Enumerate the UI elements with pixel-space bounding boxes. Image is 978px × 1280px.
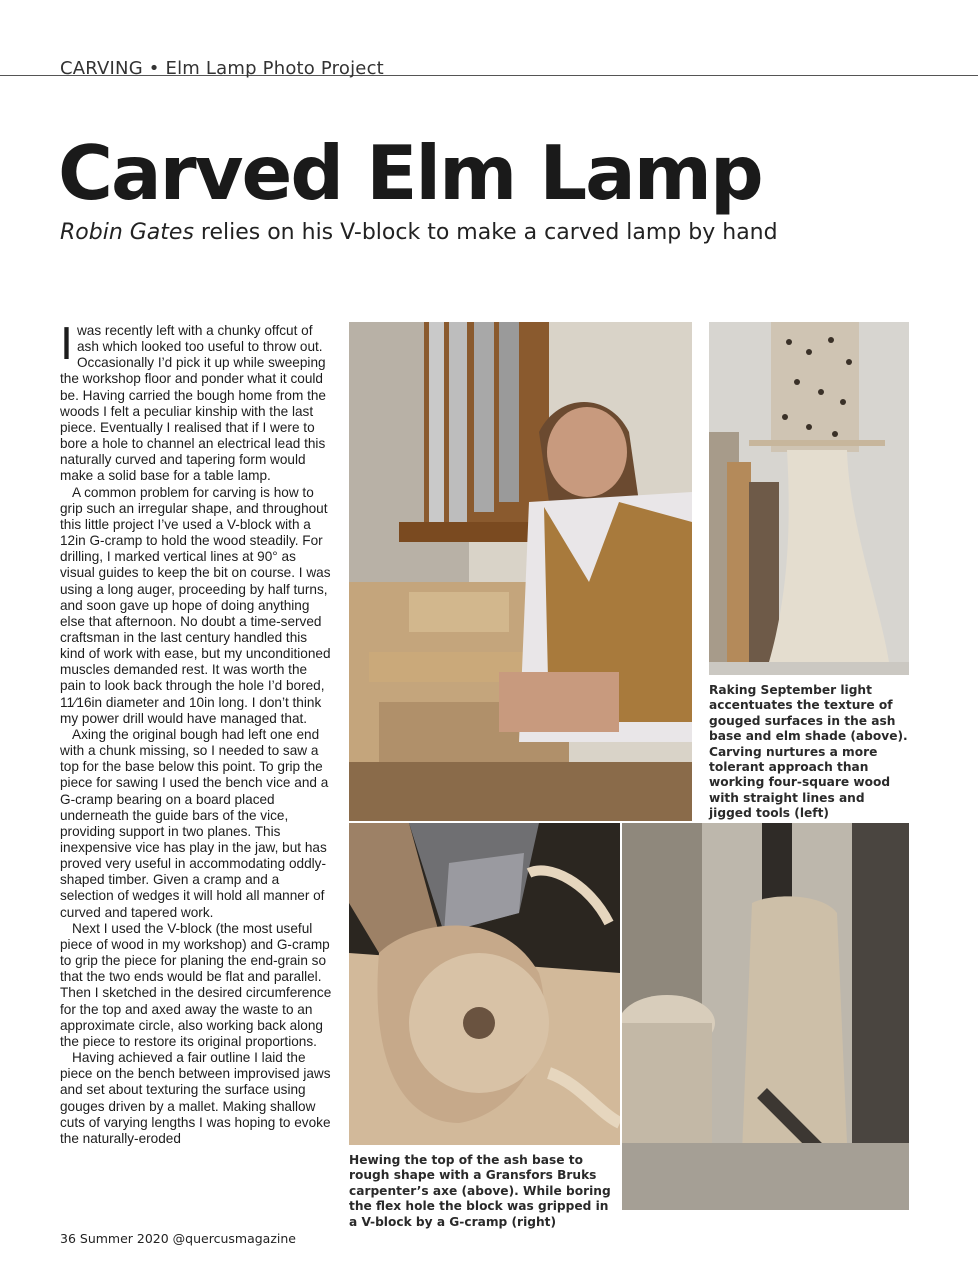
paragraph-4: Next I used the V-block (the most useful piece of wood in my workshop) and G-cramp to grip the piece for planing the end-grain so that the two ends would be flat and parallel. Then I sketched in the desired circumference for the top and axed away the waste to an approximate circle, also working back along the piece to restore its original proportions. <box>60 920 332 1049</box>
page-folio: 36 Summer 2020 @quercusmagazine <box>60 1231 296 1246</box>
paragraph-2: A common problem for carving is how to grip such an irregular shape, and throughout this little project I’ve used a V-block with a 12in G-cramp to hold the wood steadily. For drilling, I marked vertical lines at 90° as visual guides to keep the bit on course. I was using a long auger, proceeding by half turns, and soon gave up hope of doing anything else that afternoon. No doubt a time-served craftsman in the last century handled this kind of work with ease, but my unconditioned muscles demanded rest. It was worth the pain to look back through the hole I’d bored, 11⁄16in diameter and 10in long. I don’t think my power drill would have managed that. <box>60 484 331 726</box>
article-body <box>60 319 333 1147</box>
photo-woodworker <box>349 322 692 821</box>
standfirst-text: relies on his V-block to make a carved lamp by hand <box>193 220 778 245</box>
article-title: Carved Elm Lamp <box>58 129 762 217</box>
photo-lamp <box>709 322 909 675</box>
paragraph-3: Axing the original bough had left one end with a chunk missing, so I needed to saw a top for the base below this point. To grip the piece for sawing I used the bench vice and a G-cramp bearing on a board placed underneath the guide bars of the vice, providing support in two planes. This inexpensive vice has play in the jaw, but has proved very useful in accommodating oddly-shaped timber. Given a cramp and a selection of wedges it will hold all manner of curved and tapered work. <box>60 726 329 920</box>
paragraph-5: Having achieved a fair outline I laid the piece on the bench between improvised jaws and set about texturing the surface using gouges driven by a mallet. Making shallow cuts of varying lengths I was hoping to evoke the naturally-eroded <box>60 1050 331 1146</box>
caption-axe-and-drill: Hewing the top of the ash base to rough shape with a Gransfors Bruks carpenter’s axe (above). While boring the flex hole the block was gripped in a V-block by a G-cramp (right) <box>349 1153 611 1229</box>
caption-lamp: Raking September light accentuates the texture of gouged surfaces in the ash base and elm shade (above). Carving nurtures a more tolerant approach than working four-square wood with straight lines and jigged tools (left) <box>709 683 908 821</box>
author-name: Robin Gates <box>60 220 194 245</box>
photo-axe <box>349 823 620 1145</box>
drop-cap: I <box>60 319 73 370</box>
section-label: CARVING • Elm Lamp Photo Project <box>60 58 384 79</box>
paragraph-1: Iwas recently left with a chunky offcut of ash which looked too useful to throw out. Occasionally I’d pick it up while sweeping the workshop floor and ponder what it could be. Having carried the bough home from the woods I felt a peculiar kinship with the last piece. Eventually I realised that if I were to bore a hole to channel an electrical lead this naturally curved and tapering form would make a solid base for a table lamp. <box>60 319 326 484</box>
photo-auger <box>622 823 909 1210</box>
standfirst <box>60 220 778 245</box>
